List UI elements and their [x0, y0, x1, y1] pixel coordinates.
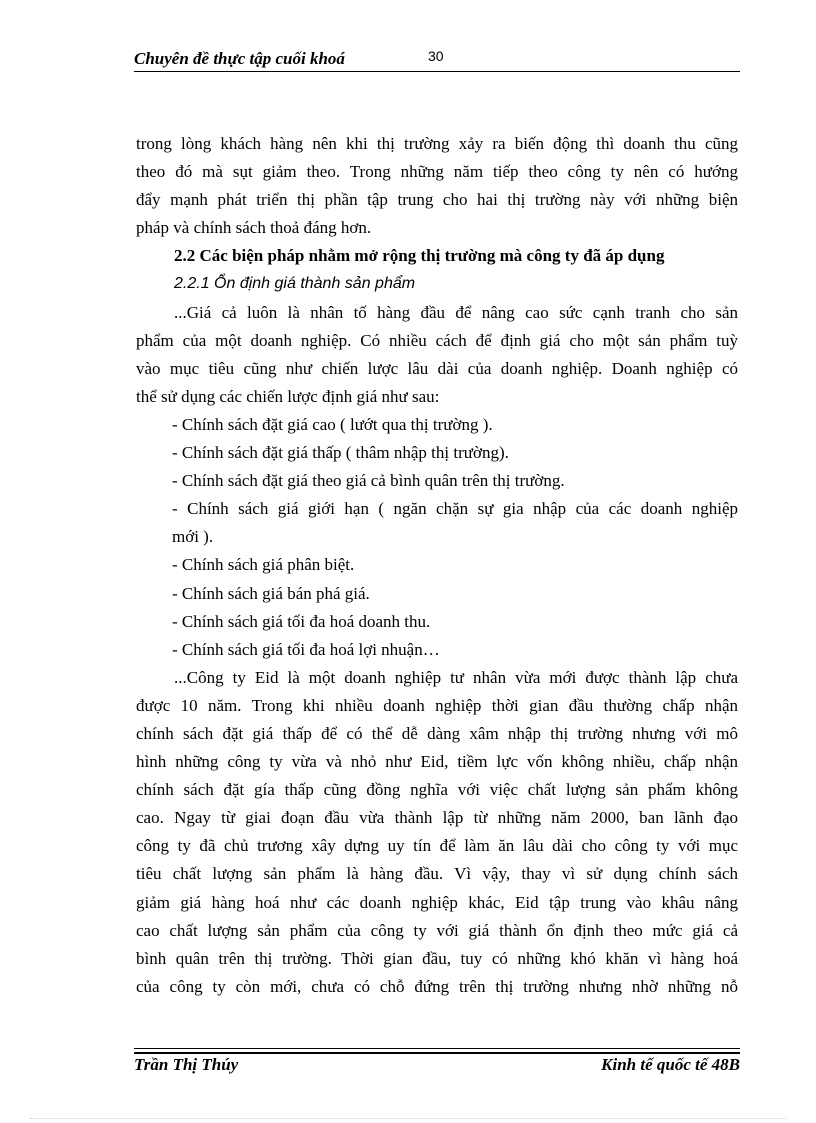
paragraph-text-indent: [136, 299, 738, 411]
text-line: chính sách đặt giá thấp để có thể dễ dàng xâm nhập thị trường nhưng với mô: [136, 723, 738, 743]
text-line: của công ty còn mới, chưa có chỗ đứng trên thị trường nhưng nhờ những nỗ: [136, 976, 738, 996]
paragraph-bullet: [136, 608, 738, 636]
text-line: ...Giá cả luôn là nhân tố hàng đầu để nâng cao sức cạnh tranh cho sản: [174, 302, 738, 322]
paragraph-bullet: [136, 551, 738, 579]
page-header: [134, 47, 740, 73]
text-line: - Chính sách giá phân biệt.: [172, 555, 355, 575]
text-line: 2.2 Các biện pháp nhằm mở rộng thị trường mà công ty đã áp dụng: [174, 246, 665, 266]
text-line: - Chính sách đặt giá cao ( lướt qua thị trường ).: [172, 414, 493, 434]
header-rule: [134, 71, 740, 72]
paragraph-bullet: [136, 495, 738, 551]
header-title: Chuyên đề thực tập cuối khoá: [134, 49, 345, 68]
text-line: - Chính sách giá tối đa hoá doanh thu.: [172, 611, 431, 631]
page-edge-dotted-line: [30, 1118, 786, 1119]
text-line: thể sử dụng các chiến lược định giá như sau:: [136, 386, 440, 406]
text-line: - Chính sách đặt giá theo giá cả bình quân trên thị trường.: [172, 471, 565, 491]
text-line: bình quân trên thị trường. Thời gian đầu, tuy có những khó khăn vì hàng hoá: [136, 948, 738, 968]
footer-rule: [134, 1048, 740, 1049]
text-line: được 10 năm. Trong khi nhiều doanh nghiệp thời gian đầu thường chấp nhận: [136, 695, 738, 715]
paragraph-text-indent: [136, 664, 738, 1001]
text-line: hình những công ty vừa và nhỏ như Eid, tiềm lực vốn không nhiều, chấp nhận: [136, 752, 738, 772]
paragraph-bullet: [136, 580, 738, 608]
text-line: giảm giá hàng hoá như các doanh nghiệp khác, Eid tập trung vào khâu nâng: [136, 892, 738, 912]
text-line: theo đó mà sụt giảm theo. Trong những năm tiếp theo công ty nên có hướng: [136, 162, 738, 182]
paragraph-text: [136, 130, 738, 242]
text-line: - Chính sách giá bán phá giá.: [172, 583, 370, 603]
footer-author: Trần Thị Thúy: [134, 1055, 239, 1074]
footer-department: Kinh tế quốc tế 48B: [601, 1055, 740, 1074]
text-line: cao chất lượng sản phẩm của công ty với giá thành ổn định theo mức giá cả: [136, 920, 738, 940]
document-body: [136, 130, 738, 1001]
text-line: - Chính sách đặt giá thấp ( thâm nhập thị trường).: [172, 443, 509, 463]
text-line: chính sách đặt gía thấp cũng đồng nghĩa với việc chất lượng sản phẩm không: [136, 780, 738, 800]
paragraph-heading: [136, 242, 738, 270]
text-line: ...Công ty Eid là một doanh nghiệp tư nhân vừa mới được thành lập chưa: [174, 667, 738, 687]
paragraph-bullet: [136, 411, 738, 439]
page-number: 30: [428, 48, 444, 64]
text-line: pháp và chính sách thoả đáng hơn.: [136, 218, 372, 238]
text-line: đẩy mạnh phát triển thị phần tập trung cho hai thị trường này với những biện: [136, 190, 738, 210]
text-line: phẩm của một doanh nghiệp. Có nhiều cách để định giá cho một sản phẩm tuỳ: [136, 330, 738, 350]
paragraph-bullet: [136, 636, 738, 664]
text-line: trong lòng khách hàng nên khi thị trường xảy ra biến động thì doanh thu cũng: [136, 134, 738, 153]
text-line: - Chính sách giá giới hạn ( ngăn chặn sự gia nhập của các doanh nghiệp: [172, 499, 738, 519]
paragraph-bullet: [136, 467, 738, 495]
paragraph-subheading: [136, 270, 738, 298]
text-line: tiêu chất lượng sản phẩm là hàng đầu. Vì vậy, thay vì sử dụng chính sách: [136, 864, 738, 884]
text-line: - Chính sách giá tối đa hoá lợi nhuận…: [172, 639, 440, 659]
text-line: công ty đã chủ trương xây dựng uy tín để làm ăn lâu dài cho công ty với mục: [136, 836, 738, 856]
paragraph-bullet: [136, 439, 738, 467]
text-line: cao. Ngay từ giai đoạn đầu vừa thành lập từ những năm 2000, ban lãnh đạo: [136, 808, 738, 828]
text-line: 2.2.1 Ổn định giá thành sản phẩm: [174, 275, 416, 293]
text-line: vào mục tiêu cũng như chiến lược lâu dài của doanh nghiệp. Doanh nghiệp có: [136, 358, 738, 378]
footer-rule-thick: [134, 1052, 740, 1054]
text-line: mới ).: [172, 527, 214, 547]
